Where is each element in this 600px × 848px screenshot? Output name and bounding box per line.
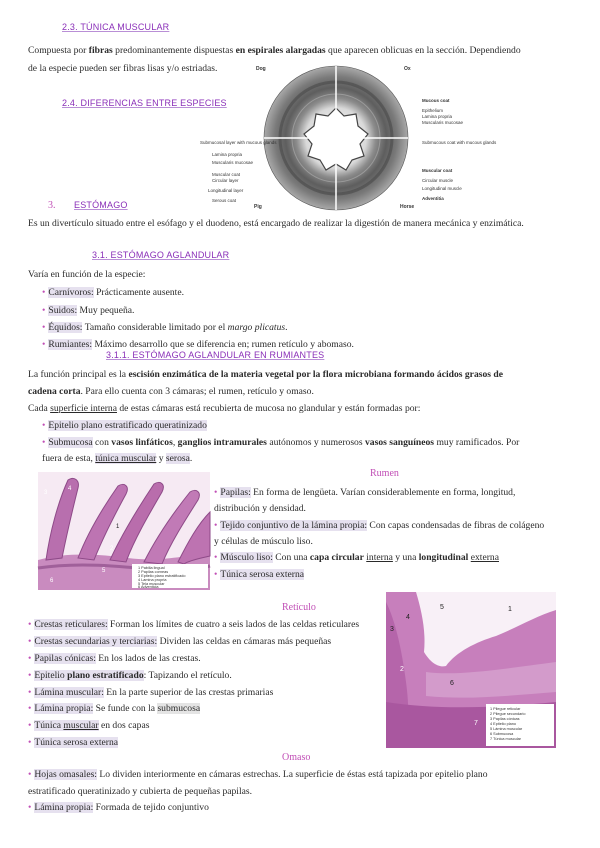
reticulo-histology-image — [386, 592, 556, 748]
paragraph-funcion-line1 — [28, 368, 503, 381]
bullet: • — [28, 653, 32, 664]
term: Papilas: — [220, 487, 251, 498]
fig-legend-item: 4 Epitelio plano — [490, 722, 516, 726]
underlined-text: túnica muscular — [95, 453, 157, 464]
section-heading-3-1-1: 3.1.1. ESTÓMAGO AGLANDULAR EN RUMIANTES — [106, 350, 325, 360]
rumen-tissue — [38, 472, 210, 590]
text: Tamaño considerable limitado por el — [82, 322, 228, 333]
bold-text: longitudinal — [418, 552, 469, 563]
fig-right-label: Circular muscle — [422, 178, 454, 183]
fig-right-label: Epithelium — [422, 108, 444, 113]
fig-number: 7 — [474, 720, 478, 727]
section-number-3: 3. — [48, 200, 56, 211]
reticulo-item — [28, 652, 201, 665]
term: Túnica — [34, 720, 64, 731]
fig-legend-item: 5 Lámina muscular — [490, 727, 523, 731]
text: : Tapizando el retículo. — [143, 670, 232, 681]
term: Hojas omasales: — [34, 769, 97, 780]
rumen-item-serosa — [214, 568, 304, 581]
term: Suidos: — [48, 305, 78, 316]
term: serosa — [165, 453, 190, 464]
fig-left-label: Submucosal layer with mucous glands — [200, 140, 277, 145]
text: . — [285, 322, 288, 333]
fig-legend-item: 5 Tela muscular — [138, 582, 165, 586]
underlined-text: externa — [470, 552, 499, 563]
fig-number: 5 — [102, 568, 106, 574]
fig-right-label: Submucous coat with mucous glands — [422, 140, 497, 145]
text: Muy pequeña. — [77, 305, 135, 316]
reticulo-item — [28, 635, 331, 648]
text: que aparecen oblicuas en la sección. Dependiendo — [325, 45, 521, 56]
fig-right-label: Longitudinal muscle — [422, 186, 462, 191]
text: Lo dividen interiormente en cámaras estrechas. La superficie de éstas está tapizada por epitelio plano — [96, 769, 488, 780]
rumen-item-tejido — [214, 519, 544, 532]
section-heading-2-3: 2.3. TÚNICA MUSCULAR — [62, 22, 170, 32]
fig-number: 3 — [390, 626, 394, 633]
bullet: • — [28, 802, 32, 813]
term: Epitelio — [34, 670, 65, 681]
reticulo-tissue — [386, 592, 556, 748]
term: Epitelio plano estratificado queratinizado — [48, 420, 207, 431]
text: con — [92, 437, 112, 448]
text: , — [172, 437, 178, 448]
bullet: • — [28, 687, 32, 698]
text: Cada — [28, 403, 51, 414]
fig-number: 5 — [440, 604, 444, 611]
bullet: • — [42, 420, 46, 431]
fig-left-label: Serous coat — [212, 198, 237, 203]
fig-legend-item: 2 Papilas corneas — [138, 570, 169, 574]
bullet: • — [28, 769, 32, 780]
bullet: • — [42, 339, 46, 350]
omaso-item-hojas — [28, 768, 488, 781]
term: Papilas cónicas: — [34, 653, 96, 664]
fig-legend-item: 7 Túnica muscular — [490, 737, 521, 741]
fig-legend-item: 2 Pliegue secundario — [490, 712, 526, 716]
term: Carnívoros: — [48, 287, 94, 298]
subsection-title-rumen: Rumen — [370, 468, 399, 479]
fig-legend-item: 1 Pabilia lingual — [138, 566, 165, 570]
fig-left-label: Muscular coat — [212, 172, 241, 177]
paragraph-funcion-line2 — [28, 385, 314, 398]
section-heading-2-4: 2.4. DIFERENCIAS ENTRE ESPECIES — [62, 98, 227, 108]
list-item — [42, 304, 134, 317]
term: Lámina propia: — [34, 802, 94, 813]
rumen-histology-image — [38, 472, 210, 590]
fig-number: 1 — [116, 524, 120, 530]
underlined-text: muscular — [63, 720, 99, 731]
text: En la parte superior de las crestas primarias — [103, 687, 274, 698]
text: . Para ello cuenta con 3 cámaras; el rumen, retículo y omaso. — [80, 386, 314, 397]
text: de estas cámaras está recubierta de mucosa no glandular y están formadas por: — [116, 403, 421, 414]
bullet: • — [28, 670, 32, 681]
term: Túnica serosa externa — [34, 737, 118, 748]
rumen-item-papilas-cont: distribución y densidad. — [214, 503, 306, 514]
text: . — [189, 453, 193, 464]
italic-text: margo plicatus — [227, 322, 286, 333]
list-item — [42, 436, 519, 449]
fig-legend-item: 6 Submucosa — [490, 732, 514, 736]
fig-left-label: Circular layer — [212, 178, 239, 183]
reticulo-item — [28, 618, 359, 631]
bullet: • — [214, 569, 218, 580]
list-item-continuation — [42, 452, 192, 465]
bold-text: vasos linfáticos — [111, 437, 173, 448]
fig-left-label: Lamina propria — [212, 152, 243, 157]
label-pig: Pig — [254, 204, 262, 210]
text: En forma de lengüeta. Varían considerablemente en forma, longitud, — [250, 487, 516, 498]
fig-left-label: Muscularis mucosae — [212, 160, 254, 165]
list-item — [42, 321, 288, 334]
bullet: • — [42, 287, 46, 298]
label-ox: Ox — [404, 66, 411, 72]
rumen-item-tejido-cont: y células de músculo liso. — [214, 536, 313, 547]
bold-text: vasos sanguíneos — [365, 437, 435, 448]
text: y — [156, 453, 166, 464]
term: Tejido conjuntivo de la lámina propia: — [220, 520, 368, 531]
underlined-text: interna — [366, 552, 393, 563]
fig-number: 4 — [406, 614, 410, 621]
fig-left-label: Longitudinal layer — [208, 188, 244, 193]
list-item — [42, 286, 184, 299]
fig-number: 2 — [110, 546, 114, 552]
bold-text: en espirales alargadas — [235, 45, 326, 56]
term: Submucosa — [48, 437, 93, 448]
term: Músculo liso: — [220, 552, 273, 563]
reticulo-item — [28, 719, 149, 732]
fig-legend-item: 3 Epitelio plano estratificado — [138, 574, 186, 578]
text: y una — [392, 552, 419, 563]
text: Compuesta por — [28, 45, 89, 56]
term: submucosa — [157, 703, 201, 714]
rumen-item-musculo — [214, 551, 499, 564]
paragraph-muscular-line1 — [28, 44, 521, 57]
term: Rumiantes: — [48, 339, 93, 350]
text: Se funde con la — [93, 703, 158, 714]
paragraph-intro: Varía en función de la especie: — [28, 269, 146, 280]
subsection-title-omaso: Omaso — [282, 752, 311, 763]
bullet: • — [42, 322, 46, 333]
bullet: • — [28, 619, 32, 630]
reticulo-item — [28, 686, 273, 699]
fig-number: 4 — [68, 486, 72, 492]
bold-text: cadena corta — [28, 386, 81, 397]
term: Crestas secundarias y terciarias: — [34, 636, 158, 647]
bold-text: ganglios intramurales — [177, 437, 267, 448]
omaso-item-hojas-cont: estratificado queratinizado y cubierta de pequeñas papilas. — [28, 786, 253, 797]
omaso-item-lamina — [28, 801, 209, 814]
rumen-item-papilas — [214, 486, 515, 499]
fig-number: 6 — [50, 578, 54, 584]
reticulo-item — [28, 702, 200, 715]
fig-right-label: Lamina propria — [422, 114, 453, 119]
text: Máximo desarrollo que se diferencia en; rumen retículo y abomaso. — [92, 339, 354, 350]
text: Prácticamente ausente. — [93, 287, 184, 298]
text: En los lados de las crestas. — [95, 653, 201, 664]
bullet: • — [214, 552, 218, 563]
text: muy ramificados. Por — [434, 437, 520, 448]
reticulo-item — [28, 736, 118, 749]
fig-legend-item: 4 Lamina propria — [138, 578, 167, 582]
fig-right-label: Muscular coat — [422, 168, 453, 173]
term: Équidos: — [48, 322, 83, 333]
fig-legend-item: 3 Papilas cónicas — [490, 717, 520, 721]
text: fuera de esta, — [42, 453, 96, 464]
bullet: • — [28, 720, 32, 731]
paragraph-estomago: Es un divertículo situado entre el esófago y el duodeno, está encargado de realizar la digestión de manera mecánica y enzimática. — [28, 218, 524, 229]
esophagus-cross-section-figure — [198, 64, 497, 212]
section-heading-3-1: 3.1. ESTÓMAGO AGLANDULAR — [92, 250, 230, 260]
bullet: • — [42, 305, 46, 316]
reticulo-item — [28, 669, 232, 682]
term: Túnica serosa externa — [220, 569, 304, 580]
fig-right-label: Mucous coat — [422, 98, 450, 103]
fig-number: 6 — [450, 680, 454, 687]
text: Con una — [272, 552, 310, 563]
term: Crestas reticulares: — [34, 619, 108, 630]
text: Formada de tejido conjuntivo — [93, 802, 209, 813]
section-heading-3: ESTÓMAGO — [74, 200, 128, 210]
bullet: • — [214, 520, 218, 531]
fig-number: 3 — [44, 490, 48, 496]
fig-legend-item: 1 Pliegue reticular — [490, 707, 521, 711]
bullet: • — [28, 703, 32, 714]
term: Lámina muscular: — [34, 687, 104, 698]
bold-text: plano estratificado — [64, 670, 144, 681]
fig-right-label: Muscularis mucosae — [422, 120, 464, 125]
underlined-text: superficie interna — [50, 403, 117, 414]
text: La función principal es la — [28, 369, 129, 380]
subsection-title-reticulo: Retículo — [282, 602, 316, 613]
bullet: • — [42, 437, 46, 448]
text: Con capas condensadas de fibras de colágeno — [367, 520, 545, 531]
text: en dos capas — [98, 720, 150, 731]
label-horse: Horse — [400, 204, 415, 210]
bold-text: capa circular — [309, 552, 364, 563]
fig-number: 1 — [508, 606, 512, 613]
bold-text: fibras — [88, 45, 113, 56]
bullet: • — [214, 487, 218, 498]
bullet: • — [28, 737, 32, 748]
text: Forman los límites de cuatro a seis lados de las celdas reticulares — [107, 619, 360, 630]
paragraph-superficie — [28, 402, 420, 415]
term: Lámina propia: — [34, 703, 94, 714]
label-dog: Dog — [256, 66, 266, 72]
fig-number: 2 — [400, 666, 404, 673]
text: Dividen las celdas en cámaras más pequeñas — [157, 636, 332, 647]
list-item — [42, 419, 207, 432]
paragraph-muscular-line2: de la especie pueden ser fibras lisas y/o estriadas. — [28, 63, 218, 74]
text: autónomos y numerosos — [266, 437, 365, 448]
fig-legend-item: 6 Adventicia — [138, 585, 159, 589]
fig-right-label: Adventitia — [422, 196, 444, 201]
bold-text: escisión enzimática de la materia vegetal por la flora microbiana formando ácidos grasos de — [128, 369, 503, 380]
bullet: • — [28, 636, 32, 647]
text: predominantemente dispuestas — [112, 45, 236, 56]
